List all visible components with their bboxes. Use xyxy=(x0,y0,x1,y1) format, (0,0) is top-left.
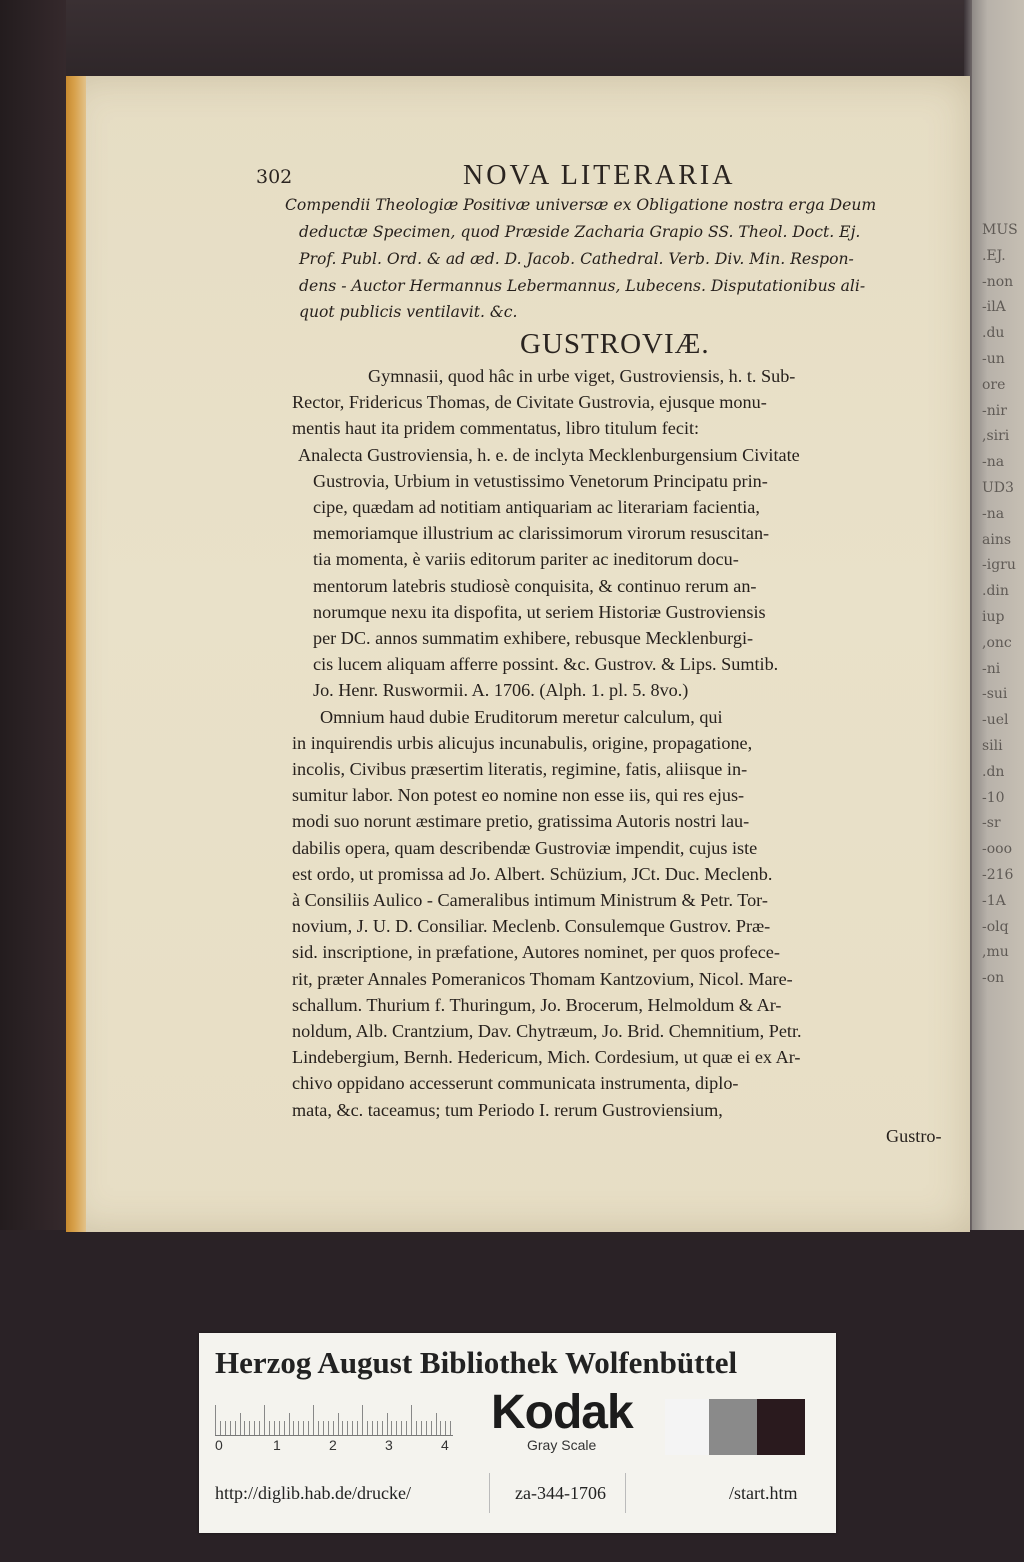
body-line: Gustrovia, Urbium in vetustissimo Venetorum Principatu prin- xyxy=(313,471,768,491)
next-page-fragment: -ilA xyxy=(982,299,1006,315)
next-page-fragment: -nir xyxy=(982,403,1007,419)
ruler-tick xyxy=(318,1421,319,1435)
body-line: per DC. annos summatim exhibere, rebusque Mecklenburgi- xyxy=(313,628,754,648)
ruler-tick xyxy=(274,1421,275,1435)
next-page-fragment: .dn xyxy=(982,764,1005,780)
intro-line: deductæ Specimen, quod Præside Zacharia Grapio SS. Theol. Doct. Ej. xyxy=(299,223,861,241)
next-page-fragment: sili xyxy=(982,738,1003,754)
ruler-tick xyxy=(406,1421,407,1435)
body-line: Omnium haud dubie Eruditorum meretur calculum, qui xyxy=(320,707,723,727)
ruler-tick xyxy=(357,1421,358,1435)
body-line: dabilis opera, quam describendæ Gustroviæ impendit, cujus iste xyxy=(292,838,758,858)
ruler-number: 0 xyxy=(215,1437,223,1453)
ruler-tick xyxy=(377,1421,378,1435)
ruler-tick xyxy=(269,1421,270,1435)
next-page-fragment: -olq xyxy=(982,919,1009,935)
ruler-tick xyxy=(303,1421,304,1435)
next-page-fragment: -sui xyxy=(982,686,1008,702)
section-title: GUSTROVIÆ. xyxy=(520,328,710,360)
body-line: memoriamque illustrium ac clarissimorum virorum resuscitan- xyxy=(313,523,770,543)
body-line: à Consiliis Aulico - Cameralibus intimum Ministrum & Petr. Tor- xyxy=(292,890,768,910)
next-page-fragment: -sr xyxy=(982,815,1001,831)
ruler-tick xyxy=(362,1405,363,1435)
next-page-fragment: -igru xyxy=(982,557,1016,573)
page-edge xyxy=(66,76,86,1232)
ruler-tick xyxy=(308,1421,309,1435)
ruler-tick xyxy=(259,1421,260,1435)
body-line: mata, &c. taceamus; tum Periodo I. rerum Gustroviensium, xyxy=(292,1100,723,1120)
ruler-tick xyxy=(382,1421,383,1435)
body-line: chivo oppidano accesserunt communicata instrumenta, diplo- xyxy=(292,1073,739,1093)
ruler-tick xyxy=(279,1421,280,1435)
running-head-title: NOVA LITERARIA xyxy=(463,160,736,191)
ruler-tick xyxy=(240,1413,241,1435)
body-line: in inquirendis urbis alicujus incunabulis, origine, propagatione, xyxy=(292,733,753,753)
body-line: mentorum latebris studiosè conquisita, & continuo rerum an- xyxy=(313,576,757,596)
body-line: sumitur labor. Non potest eo nomine non esse iis, qui res ejus- xyxy=(292,785,745,805)
gray-swatch-white xyxy=(665,1399,709,1455)
label-divider xyxy=(625,1473,626,1513)
body-line: modi suo norunt æstimare pretio, gratissima Autoris nostri lau- xyxy=(292,811,750,831)
intro-line: Compendii Theologiæ Positivæ universæ ex Obligatione nostra erga Deum xyxy=(285,196,877,214)
body-line: noldum, Alb. Crantzium, Dav. Chytræum, Jo. Brid. Chemnitium, Petr. xyxy=(292,1021,802,1041)
ruler-tick xyxy=(230,1421,231,1435)
ruler-tick xyxy=(328,1421,329,1435)
body-line: Lindebergium, Bernh. Hedericum, Mich. Cordesium, ut quæ ei ex Ar- xyxy=(292,1047,801,1067)
ruler-tick xyxy=(215,1405,216,1435)
ruler-tick xyxy=(289,1413,290,1435)
intro-line: Prof. Publ. Ord. & ad æd. D. Jacob. Cathedral. Verb. Div. Min. Respon- xyxy=(299,250,854,268)
ruler-tick xyxy=(401,1421,402,1435)
ruler-tick xyxy=(421,1421,422,1435)
body-line: Gymnasii, quod hâc in urbe viget, Gustroviensis, h. t. Sub- xyxy=(368,366,796,386)
body-line: cis lucem aliquam afferre possint. &c. Gustrov. & Lips. Sumtib. xyxy=(313,654,779,674)
next-page-fragment: ,mu xyxy=(982,944,1009,960)
ruler-tick xyxy=(347,1421,348,1435)
ruler-tick xyxy=(323,1421,324,1435)
ruler-number: 1 xyxy=(273,1437,281,1453)
next-page-fragment: ,onc xyxy=(982,635,1012,651)
ruler-tick xyxy=(249,1421,250,1435)
ruler-tick xyxy=(235,1421,236,1435)
next-page-fragment: -un xyxy=(982,351,1005,367)
gray-swatch-dark xyxy=(757,1399,805,1455)
ruler-tick xyxy=(342,1421,343,1435)
body-line: est ordo, ut promissa ad Jo. Albert. Schüzium, JCt. Duc. Meclenb. xyxy=(292,864,773,884)
start-page: /start.htm xyxy=(729,1483,798,1503)
next-page-fragment: ains xyxy=(982,532,1012,548)
ruler-tick xyxy=(284,1421,285,1435)
ruler-tick xyxy=(387,1413,388,1435)
body-line: tia momenta, è variis editorum pariter ac ineditorum docu- xyxy=(313,549,739,569)
next-page-fragment: -uel xyxy=(982,712,1009,728)
next-page-fragment: -216 xyxy=(982,867,1014,883)
next-page-fragment: -ooo xyxy=(982,841,1013,857)
body-line: rit, præter Annales Pomeranicos Thomam Kantzovium, Nicol. Mare- xyxy=(292,969,793,989)
ruler-baseline xyxy=(215,1435,453,1436)
next-page-fragment: -na xyxy=(982,506,1005,522)
digital-library-url: http://diglib.hab.de/drucke/ xyxy=(215,1483,411,1503)
ruler-tick xyxy=(298,1421,299,1435)
body-line: norumque nexu ita dispofita, ut seriem Historiæ Gustroviensis xyxy=(313,602,766,622)
scale-ruler xyxy=(215,1399,453,1439)
next-page-fragment: -non xyxy=(982,274,1014,290)
ruler-tick xyxy=(416,1421,417,1435)
body-line: cipe, quædam ad notitiam antiquariam ac literariam facientia, xyxy=(313,497,760,517)
next-page-fragment: -1A xyxy=(982,893,1006,909)
next-page-edge xyxy=(972,0,1024,1230)
ruler-tick xyxy=(426,1421,427,1435)
ruler-tick xyxy=(396,1421,397,1435)
grayscale-label: Gray Scale xyxy=(527,1437,597,1453)
intro-line: dens - Auctor Hermannus Lebermannus, Lubecens. Disputationibus ali- xyxy=(299,277,866,295)
next-page-fragment: .du xyxy=(982,325,1005,341)
ruler-number: 2 xyxy=(329,1437,337,1453)
ruler-tick xyxy=(352,1421,353,1435)
ruler-tick xyxy=(254,1421,255,1435)
ruler-tick xyxy=(244,1421,245,1435)
ruler-tick xyxy=(313,1405,314,1435)
ruler-tick xyxy=(367,1421,368,1435)
ruler-tick xyxy=(225,1421,226,1435)
body-line: Gustro- xyxy=(886,1126,942,1146)
page-number: 302 xyxy=(256,166,293,188)
next-page-fragment: -na xyxy=(982,454,1005,470)
body-line: incolis, Civibus præsertim literatis, regimine, fatis, aliisque in- xyxy=(292,759,748,779)
next-page-fragment: UD3 xyxy=(982,480,1014,496)
ruler-tick xyxy=(338,1413,339,1435)
library-label xyxy=(199,1333,836,1533)
kodak-logo: Kodak xyxy=(491,1386,633,1439)
ruler-tick xyxy=(411,1405,412,1435)
ruler-number: 4 xyxy=(441,1437,449,1453)
next-page-fragment: .din xyxy=(982,583,1009,599)
next-page-fragment: iup xyxy=(982,609,1005,625)
ruler-tick xyxy=(440,1421,441,1435)
next-page-fragment: MUS xyxy=(982,222,1018,238)
ruler-tick xyxy=(220,1421,221,1435)
body-line: mentis haut ita pridem commentatus, libro titulum fecit: xyxy=(292,418,700,438)
next-page-fragment: ,siri xyxy=(982,428,1010,444)
library-name: Herzog August Bibliothek Wolfenbüttel xyxy=(215,1345,738,1380)
next-page-fragment: ore xyxy=(982,377,1006,393)
next-page-fragment: -ni xyxy=(982,661,1001,677)
ruler-tick xyxy=(372,1421,373,1435)
shelfmark: za-344-1706 xyxy=(515,1483,606,1503)
ruler-tick xyxy=(445,1421,446,1435)
ruler-tick xyxy=(264,1405,265,1435)
body-line: novium, J. U. D. Consiliar. Meclenb. Consulemque Gustrov. Præ- xyxy=(292,916,771,936)
scan-background-top xyxy=(0,0,1024,80)
ruler-number: 3 xyxy=(385,1437,393,1453)
ruler-tick xyxy=(333,1421,334,1435)
ruler-tick xyxy=(450,1421,451,1435)
running-head xyxy=(256,160,956,194)
body-line: sid. inscriptione, in præfatione, Autores nominet, per quos profece- xyxy=(292,942,780,962)
body-line: Rector, Fridericus Thomas, de Civitate Gustrovia, ejusque monu- xyxy=(292,392,767,412)
next-page-fragment: .EJ. xyxy=(982,248,1006,264)
body-line: Jo. Henr. Ruswormii. A. 1706. (Alph. 1. pl. 5. 8vo.) xyxy=(313,680,689,700)
label-divider xyxy=(489,1473,490,1513)
intro-line: quot publicis ventilavit. &c. xyxy=(299,303,518,321)
ruler-tick xyxy=(436,1413,437,1435)
ruler-tick xyxy=(391,1421,392,1435)
ruler-tick xyxy=(293,1421,294,1435)
next-page-fragment: -10 xyxy=(982,790,1005,806)
body-line: Analecta Gustroviensia, h. e. de inclyta Mecklenburgensium Civitate xyxy=(298,445,800,465)
body-line: schallum. Thurium f. Thuringum, Jo. Brocerum, Helmoldum & Ar- xyxy=(292,995,782,1015)
gray-swatch-mid xyxy=(709,1399,757,1455)
ruler-tick xyxy=(431,1421,432,1435)
next-page-fragment: -on xyxy=(982,970,1005,986)
